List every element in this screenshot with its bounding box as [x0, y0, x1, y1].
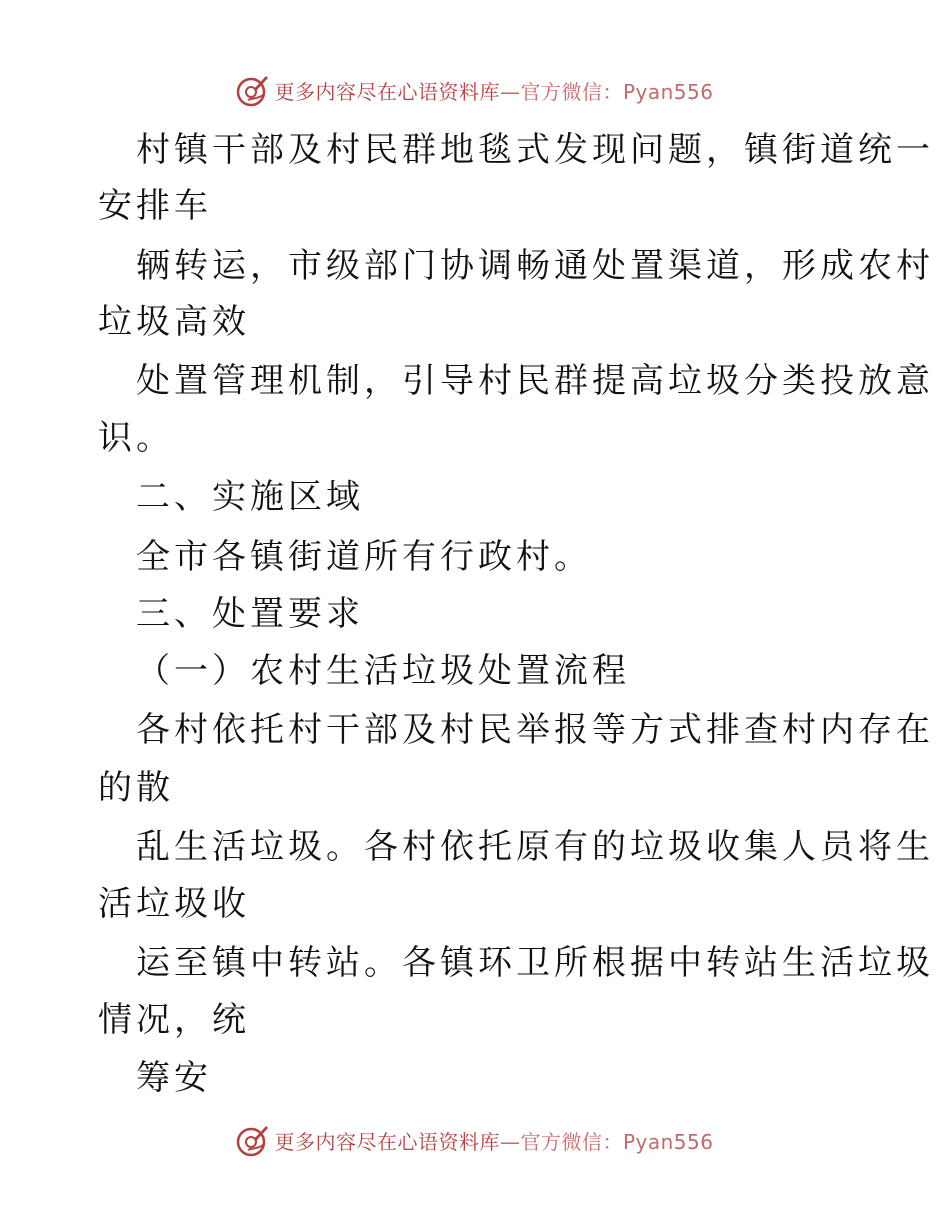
text-line: 运至镇中转站。各镇环卫所根据中转站生活垃圾	[136, 943, 934, 983]
watermark-text: 更多内容尽在心语资料库—官方微信：Pyan556	[274, 1129, 714, 1154]
pen-logo-icon	[236, 1123, 270, 1157]
text-line: 乱生活垃圾。各村依托原有的垃圾收集人员将生	[136, 827, 934, 867]
text-line: 安排车	[98, 186, 212, 226]
text-line: 的散	[98, 768, 174, 808]
footer-watermark	[0, 1122, 950, 1158]
watermark-text: 更多内容尽在心语资料库—官方微信：Pyan556	[274, 79, 714, 104]
text-line: 辆转运，市级部门协调畅通处置渠道，形成农村	[136, 246, 934, 286]
text-line: 村镇干部及村民群地毯式发现问题，镇街道统一	[136, 130, 934, 170]
text-line: 各村依托村干部及村民举报等方式排查村内存在	[136, 710, 934, 750]
subsection-heading: （一）农村生活垃圾处置流程	[136, 651, 630, 691]
section-heading: 二、实施区域	[136, 477, 364, 517]
text-line: 筹安	[136, 1058, 212, 1098]
text-line: 全市各镇街道所有行政村。	[136, 537, 592, 577]
text-line: 情况，统	[98, 1000, 250, 1040]
section-heading: 三、处置要求	[136, 594, 364, 634]
text-line: 处置管理机制，引导村民群提高垃圾分类投放意	[136, 361, 934, 401]
text-line: 活垃圾收	[98, 884, 250, 924]
text-line: 识。	[98, 418, 174, 458]
text-line: 垃圾高效	[98, 302, 250, 342]
